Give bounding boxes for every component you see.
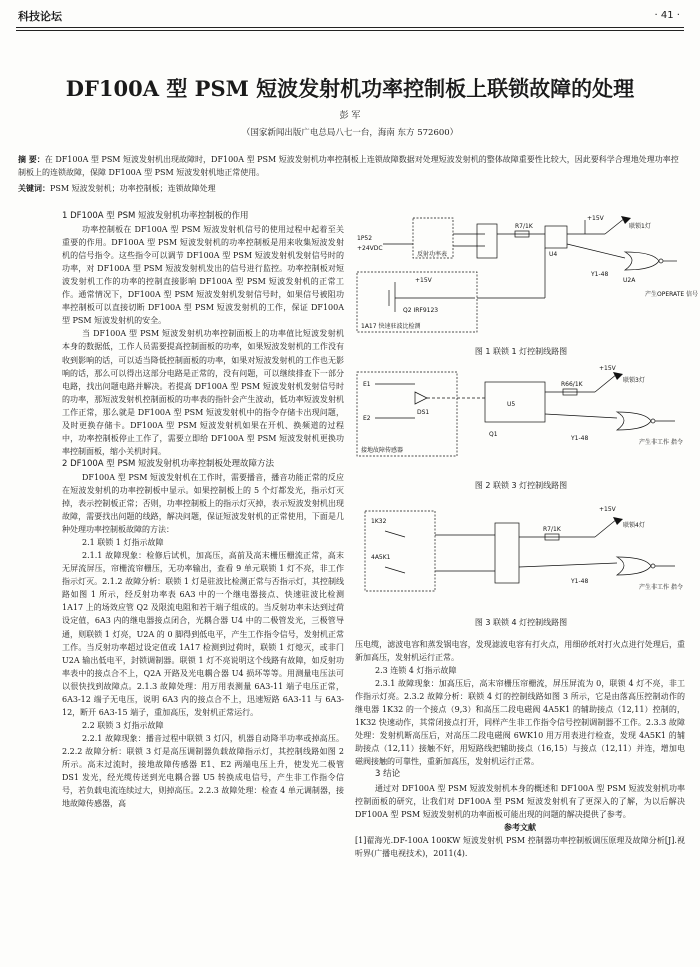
- references-heading: 参考文献: [504, 822, 536, 832]
- resistor-label: R7/1K: [515, 223, 533, 230]
- output-label: 产生非工作 指令: [639, 439, 683, 446]
- relay-4a5k1-label: 4A5K1: [371, 554, 391, 561]
- optocoupler-label: U4: [549, 251, 558, 258]
- optocoupler: [545, 226, 567, 248]
- terminal-label: Y1-48: [571, 435, 589, 442]
- supply-15v-label: +15V: [599, 506, 616, 513]
- terminal-label: Y1-48: [571, 578, 589, 585]
- terminal-strip: [477, 224, 497, 258]
- figure-2-caption: 图 2 联锁 3 灯控制线路图: [474, 481, 568, 490]
- reference-item: [1]翟海光.DF-100A 100KW 短波发射机 PSM 控制器功率控制板调压原理及故障分析[J].视听界(广播电视技术)，2011(4).: [355, 835, 685, 858]
- nor-gate: [617, 557, 651, 575]
- paragraph: 2.2.1 故障现象：播音过程中联锁 3 灯闪，机器自动降半功率或掉高压。2.2.2 故障分析：联锁 3 灯是高压调制器负载故障指示灯，其控制线路如图 2 所示。高末过流时，接地故障传感器 E1、E2 两端电压上升，使发光二极管 DS1 发光，经光缆传送到光电耦合器 U5 转换成电信号，产生非工作指令信号，若负载电流连续过大，则掉高压。2.2.3 故障处理：检查 4 单元调制器，接地故障传感器，高: [62, 733, 344, 809]
- paragraph: 当 DF100A 型 PSM 短波发射机功率控制面板上的功率值比短波发射机本身的数据低，工作人员需要提高控制面板的功率，如果短波发射机的工作没有收到影响的话，可以适当降低控制面板的功率，如果对短波发射机的工作也无影响的话，那么可以得出这部分电路是正常的，没有问题，可以继续排查下一部分电路，找出问题电路并解决。若提高 DF100A 型 PSM 短波发射机发射信号时的功率，那短波发射机控制面板的功率表的指针会产生波动，低功率短波发射机工作正常，那么就是 DF100A 型 PSM 短波发射机中的指令存储卡出现问题，及时更换存储卡。DF100A 型 PSM 短波发射机如果在开机、换频道的过程中，功率控制板停止工作了，需要立即给 DF100A 型 PSM 短波发射机更换功率控制面板，缩小关机时间。: [62, 329, 344, 456]
- section-heading: 1 DF100A 型 PSM 短波发射机功率控制板的作用: [62, 211, 249, 221]
- page-number: · 41 ·: [654, 10, 680, 21]
- u5-label: U5: [507, 401, 516, 408]
- abstract-label: 摘 要：: [18, 155, 45, 164]
- figure-3: [355, 497, 687, 607]
- ground-fault-sensor-label: 接地故障传感器: [361, 447, 404, 454]
- figure-3-caption: 图 3 联锁 4 灯控制线路图: [474, 618, 568, 627]
- figure-1-caption: 图 1 联锁 1 灯控制线路图: [474, 347, 568, 356]
- e1-label: E1: [363, 381, 371, 388]
- nor-gate: [617, 412, 651, 430]
- paragraph: 压电缆，滤波电容和蒸发锅电容，发现滤波电容有打火点，用细砂纸对打火点进行处理后，重新加高压，发射机运行正常。: [355, 640, 685, 663]
- section-heading: 2 DF100A 型 PSM 短波发射机功率控制板处理故障方法: [62, 458, 275, 469]
- left-column: [62, 210, 344, 810]
- e2-label: E2: [363, 415, 371, 422]
- ds1-diode-icon: [415, 392, 427, 404]
- transistor-label: Q1: [489, 431, 498, 438]
- resistor-label: R66/1K: [561, 381, 583, 388]
- figure-1: [355, 212, 699, 338]
- abstract: [18, 153, 682, 179]
- paragraph: 2.3.1 故障现象：加高压后，高末帘栅压帘栅流，屏压屏流为 0，联锁 4 灯不亮，非工作指示灯亮。2.3.2 故障分析：联锁 4 灯的控制线路如图 3 所示，它是由落高压控制动作的继电器 1K32 的一个接点（9,3）和高压二段电磁阀 4A5K1 的辅助接点（12,11）控制的，1K32 快速动作，其常闭接点打开，同样产生非工作指令信号控制调制器不工作。2.3.3 故障处理：发射机断高压后，对高压二段电磁阀 6WK10 用万用表进行检查，发现 4A5K1 的辅助接点（12,11）接触不好，用短路线把辅助接点（16,15）与接点（12,11）并连，增加电磁阀接触的可靠性，重新加高压，发射机运行正常。: [355, 679, 685, 767]
- subsection-heading: 2.1 联锁 1 灯指示故障: [82, 538, 164, 548]
- supply-15v-label-2: +15V: [415, 277, 432, 284]
- header-rule: [16, 27, 684, 28]
- led-label: 联锁3灯: [623, 377, 645, 384]
- output-label: 产生非工作 指令: [639, 584, 683, 591]
- affiliation: （国家新闻出版广电总局八七一台，海南 东方 572600）: [241, 128, 459, 138]
- ds1-label: DS1: [417, 409, 430, 416]
- supply-15v-label: +15V: [587, 215, 604, 222]
- paragraph: 功率控制板在 DF100A 型 PSM 短波发射机信号的使用过程中起着至关重要的作用。DF100A 型 PSM 短波发射机的功率控制板是用来收集短波发射机的信号指令。这些指令可以调节 DF100A 型 PSM 短波发射机发射信号时的功率，对 DF100A 型 PSM 短波发射机发出的信号进行监控。功率控制板对短波发射机工作的功率的控制直接影响 DF100A 型 PSM 短波发射机的正常工作。通常情况下，DF100A 型 PSM 短波发射机发射信号时，如果信号被阻功率控制板可以直接切断 DF100A 型 PSM 短波发射机的工作，保证 DF100A 型 PSM 短波发射机的安全。: [62, 225, 344, 326]
- nor-gate-label: U2A: [623, 277, 636, 284]
- supply-15v-label: +15V: [599, 365, 616, 372]
- paragraph: DF100A 型 PSM 短波发射机在工作时，需要播音，播音功能正常的反应在短波发射机的功率控制板中显示。如果控制板上的 5 个灯都发光，指示灯灭掉，表示控制板正常；否则，功率控制板上的指示灯灭掉，表示短波发射机出现故障，需要找出问题的线路，解决问题，保证短波发射机的正常使用，下面是几种处理功率控制板故障的方法：: [62, 472, 344, 535]
- subsection-heading: 2.3 连锁 4 灯指示故障: [375, 666, 457, 676]
- paragraph: 2.1.1 故障现象：检修后试机，加高压，高前及高末栅压栅流正常，高末无屏流屏压，帘栅流帘栅压，无功率输出，查看 9 单元联锁 1 灯不亮，非工作指示灯灭。2.1.2 故障分析：联锁 1 灯是驻波比检测正常与否指示灯，其控制线路如图 1 所示，经反射功率表 6A3 中的一个继电器接点、快速驻波比检测 1A17 上的场效应管 Q2 及限流电阻和若干端子组成的。当反射功率未达到过荷设定值，6A3 内的继电器接点闭合，光耦合器 U4 中的二极管发光，三极管导通，则联锁 1 灯亮，U2A 的 0 脚得到低电平，产生工作指令信号，发射机正常工作。当反射功率超过设定值或 1A17 检测到过荷时，联锁 1 灯熄灭，或非门 U2A 输出低电平，封锁调制器。联锁 1 灯不亮说明这个线路有故障，如反射功率表中的接点合不上，Q2A 开路及光电耦合器 U4 损坏等等。用测量电压法可以很快找到故障点。2.1.3 故障处理：用万用表测量 6A3-11 端子电压正常，6A3-12 端子无电压，说明 6A3 内的接点合不上，迅速短路 6A3-11 与 6A3-12，断开 6A3-15 端子，重加高压，发射机正常运行。: [62, 551, 344, 717]
- section-heading: 3 结论: [375, 769, 401, 780]
- keywords-text: PSM 短波发射机；功率控制板；连锁故障处理: [50, 184, 216, 193]
- supply-label: +24VDC: [357, 245, 383, 252]
- nor-gate: [625, 252, 659, 270]
- keywords-label: 关键词：: [18, 184, 50, 193]
- relay-1k32-label: 1K32: [371, 518, 387, 525]
- author: 彭 军: [339, 111, 361, 121]
- terminal-strip: [495, 523, 519, 583]
- vswr-detector-label: 1A17 快速驻波比检测: [361, 323, 421, 330]
- led-label: 联锁1灯: [629, 223, 651, 230]
- paragraph: 通过对 DF100A 型 PSM 短波发射机本身的概述和 DF100A 型 PSM 短波发射机功率控制面板的研究，让我们对 DF100A 型 PSM 短波发射机有了更深入的了解，为以后解决 DF100A 型 PSM 短波发射机的功率面板可能出现的问题的解决提供了参考。: [355, 783, 685, 819]
- led-label: 联锁4灯: [623, 522, 645, 529]
- figure-2: [355, 362, 687, 472]
- resistor-label: R7/1K: [543, 526, 561, 533]
- transistor-label: Q2 IRF9123: [403, 307, 439, 314]
- reflected-power-label: 反射功率表: [417, 251, 448, 258]
- abstract-text: 在 DF100A 型 PSM 短波发射机出现故障时，DF100A 型 PSM 短波发射机功率控制板上连锁故障数据对处理短波发射机的整体故障重要性比较大，因此要科学合理地处理功率控制板上的连锁故障，保障 DF100A 型 PSM 短波发射机地正常使用。: [18, 155, 679, 177]
- connector-label: 1P52: [357, 235, 373, 242]
- terminal-label: Y1-48: [591, 271, 609, 278]
- journal-section: 科技论坛: [18, 10, 62, 23]
- ground-fault-sensor-box: [357, 372, 457, 456]
- right-column: [355, 638, 685, 860]
- keywords: [18, 183, 682, 194]
- article-title: DF100A 型 PSM 短波发射机功率控制板上联锁故障的处理: [65, 76, 635, 101]
- subsection-heading: 2.2 联锁 3 灯指示故障: [82, 720, 164, 730]
- header-rule-2: [16, 30, 684, 31]
- output-label: 产生OPERATE 信号: [645, 291, 699, 298]
